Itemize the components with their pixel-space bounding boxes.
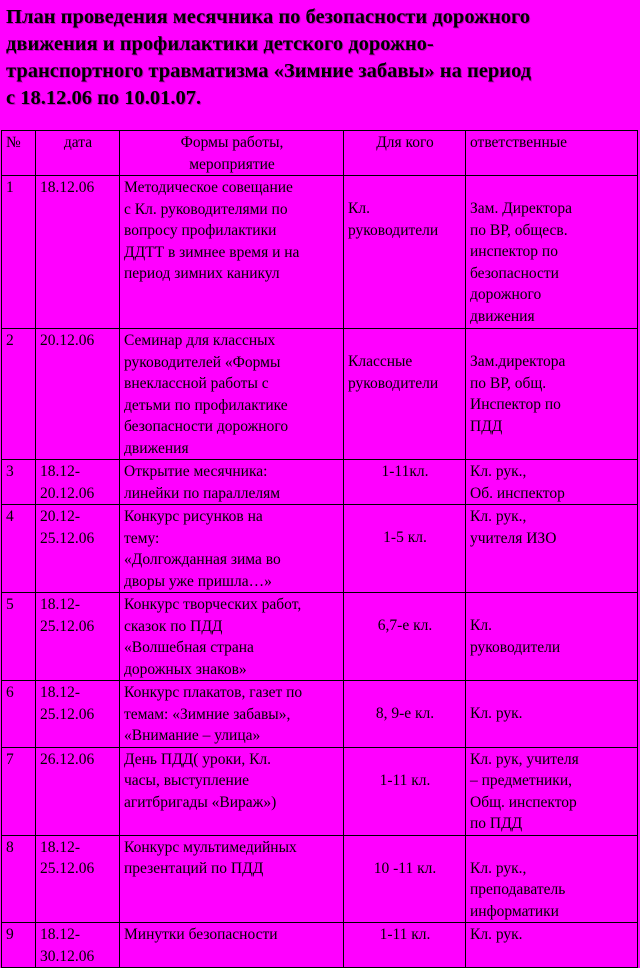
row-number: 9 [2,923,36,968]
row-number: 8 [2,835,36,923]
row-responsible: Кл. рук, учителя – предметники, Общ. инспектор по ПДД [466,747,638,835]
row-responsible: Зам. Директора по ВР, общесв. инспектор по безопасности дорожного движения [466,176,638,329]
plan-table [1,130,638,968]
row-date: 26.12.06 [36,747,120,835]
row-forms: Методическое совещание с Кл. руководителями по вопросу профилактики ДДТТ в зимнее время и на период зимних каникул [120,176,344,329]
row-forms: Открытие месячника: линейки по параллелям [120,460,344,505]
row-audience: 1-11 кл. [344,923,466,968]
table-header-row [2,131,638,176]
row-audience: 1-11 кл. [344,747,466,835]
table-row [2,593,638,681]
table-row [2,329,638,460]
row-audience: 8, 9-е кл. [344,681,466,748]
header-responsible: ответственные [466,131,638,176]
row-responsible: Кл. рук. [466,923,638,968]
row-responsible: Зам.директора по ВР, общ. Инспектор по ПДД [466,329,638,460]
table-row [2,505,638,593]
row-audience: Кл. руководители [344,176,466,329]
row-date: 18.12- 20.12.06 [36,460,120,505]
row-responsible: Кл. рук., преподаватель информатики [466,835,638,923]
row-responsible: Кл. рук. [466,681,638,748]
row-date: 18.12- 25.12.06 [36,681,120,748]
row-forms: Конкурс творческих работ, сказок по ПДД «Волшебная страна дорожных знаков» [120,593,344,681]
row-date: 20.12- 25.12.06 [36,505,120,593]
row-date: 18.12- 25.12.06 [36,835,120,923]
header-date: дата [36,131,120,176]
row-number: 6 [2,681,36,748]
table-row [2,681,638,748]
row-date: 18.12.06 [36,176,120,329]
row-audience: 1-11кл. [344,460,466,505]
table-row [2,835,638,923]
row-number: 2 [2,329,36,460]
row-responsible: Кл. рук., Об. инспектор [466,460,638,505]
table-row [2,747,638,835]
row-date: 18.12- 30.12.06 [36,923,120,968]
row-forms: Конкурс мультимедийных презентаций по ПДД [120,835,344,923]
row-forms: Семинар для классных руководителей «Формы внеклассной работы с детьми по профилактике безопасности дорожного движения [120,329,344,460]
row-forms: Минутки безопасности [120,923,344,968]
table-row [2,460,638,505]
header-audience: Для кого [344,131,466,176]
row-audience: 1-5 кл. [344,505,466,593]
header-number: № [2,131,36,176]
row-responsible: Кл. рук., учителя ИЗО [466,505,638,593]
header-forms: Формы работы, мероприятие [120,131,344,176]
row-forms: Конкурс рисунков на тему: «Долгожданная зима во дворы уже пришла…» [120,505,344,593]
table-row [2,923,638,968]
table-row [2,176,638,329]
row-audience: Классные руководители [344,329,466,460]
row-audience: 10 -11 кл. [344,835,466,923]
row-audience: 6,7-е кл. [344,593,466,681]
row-number: 7 [2,747,36,835]
row-number: 5 [2,593,36,681]
row-responsible: Кл. руководители [466,593,638,681]
row-forms: День ПДД( уроки, Кл. часы, выступление агитбригады «Вираж») [120,747,344,835]
row-date: 20.12.06 [36,329,120,460]
document-title: План проведения месячника по безопасности дорожного движения и профилактики детского дорожно- транспортного травматизма «Зимние забавы» на период с 18.12.06 по 10.01.07. [6,6,532,109]
row-number: 4 [2,505,36,593]
row-number: 3 [2,460,36,505]
row-date: 18.12- 25.12.06 [36,593,120,681]
row-forms: Конкурс плакатов, газет по темам: «Зимние забавы», «Внимание – улица» [120,681,344,748]
row-number: 1 [2,176,36,329]
